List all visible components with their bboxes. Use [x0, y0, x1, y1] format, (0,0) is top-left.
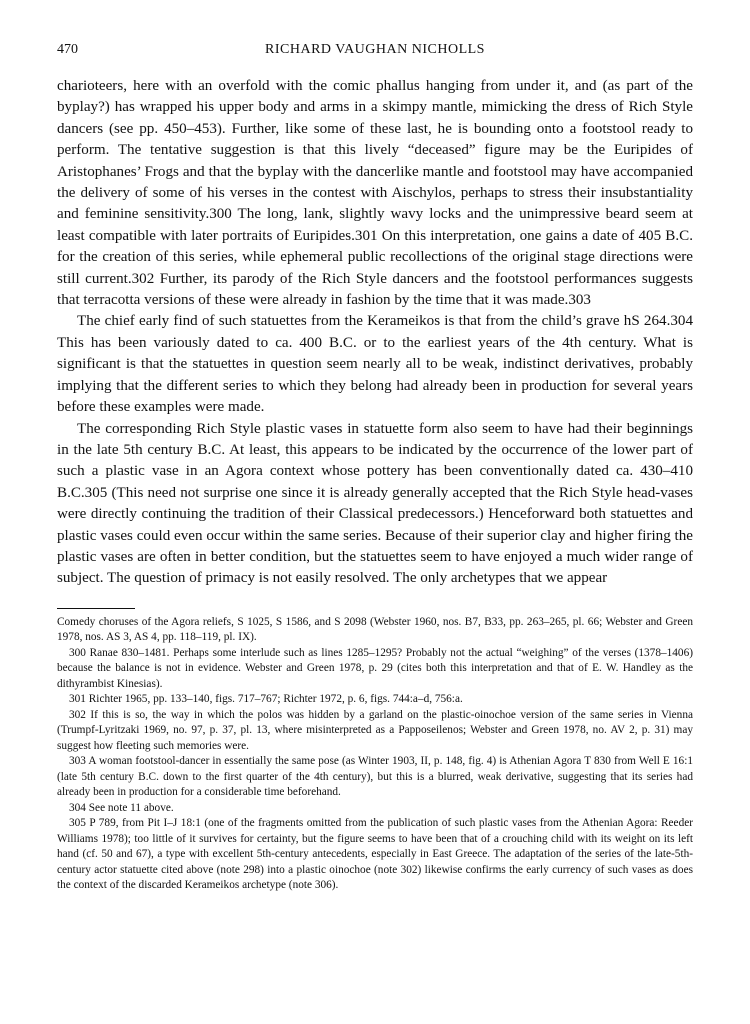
footnote-302: 302 If this is so, the way in which the polos was hidden by a garland on the plastic-oinochoe version of the same series in Vienna (Trumpf-Lyritzaki 1969, no. 97, p. 37, pl. 13, where misinterpreted as a Papposeilenos; Webster and Green 1978, no. AV 2, p. 31) may suggest how fleeting such memories were.	[57, 708, 693, 752]
footnote-continuation: Comedy choruses of the Agora reliefs, S 1025, S 1586, and S 2098 (Webster 1960, nos. B7, B33, pp. 263–265, pl. 66; Webster and Green 1978, nos. AS 3, AS 4, pp. 118–119, pl. IX).	[57, 615, 693, 644]
paragraph: The chief early find of such statuettes from the Kerameikos is that from the child’s grave hS 264.304 This has been variously dated to ca. 400 B.C. or to the earliest years of the 4th century. What is significant is that the statuettes in question seem nearly all to be weak, indistinct derivatives, probably implying that the different series to which they belong had already been in production for several years before these examples were made.	[57, 313, 693, 416]
footnotes	[57, 615, 693, 894]
footnote-300: 300 Ranae 830–1481. Perhaps some interlude such as lines 1285–1295? Probably not the actual “weighing” of the verses (1378–1406) because the balance is not in evidence. Webster and Green 1978, p. 29 (cites both this interpretation and that of E. W. Handley as the dithyrambist Kinesias).	[57, 646, 693, 690]
footnote-rule	[57, 608, 135, 609]
paragraph: charioteers, here with an overfold with the comic phallus hanging from under it, and (as part of the byplay?) has wrapped his upper body and arms in a skimpy mantle, mimicking the dress of Rich Style dancers (see pp. 450–453). Further, like some of these last, he is bounding onto a footstool ready to perform. The tentative suggestion is that this lively “deceased” figure may be the Euripides of Aristophanes’ Frogs and that the byplay with the dancerlike mantle and footstool may have accompanied the delivery of some of his verses in the contest with Aischylos, perhaps to stress their insubstantiality and feminine sensitivity.300 The long, lank, slightly wavy locks and the unimpressive beard seem at least compatible with later portraits of Euripides.301 On this interpretation, one gains a date of 405 B.C. for the creation of this series, while ephemeral public recollections of the original stage directions were still current.302 Further, its parody of the Rich Style dancers and the footstool performances suggests that terracotta versions of these were already in fashion by the time that it was made.303	[57, 78, 693, 309]
page-header	[57, 42, 693, 64]
footnote-304: 304 See note 11 above.	[69, 801, 174, 814]
main-text	[57, 76, 693, 590]
footnote-305: 305 P 789, from Pit I–J 18:1 (one of the fragments omitted from the publication of such plastic vases from the Athenian Agora: Reeder Williams 1978); too little of it survives for certainty, but the figure seems to have been that of a crouching child with its weight on its left hand (cf. 50 and 67), a type with excellent 5th-century antecedents, especially in East Greece. The adaptation of the series of the late-5th-century actor statuette cited above (note 298) into a plastic oinochoe (note 302) likewise confirms the early currency of such vases as does the context of the discarded Kerameikos archetype (note 306).	[57, 817, 693, 892]
running-head: RICHARD VAUGHAN NICHOLLS	[265, 42, 485, 57]
page	[57, 42, 693, 894]
page-number: 470	[57, 42, 78, 57]
footnote-303: 303 A woman footstool-dancer in essentially the same pose (as Winter 1903, II, p. 148, fig. 4) is Athenian Agora T 830 from Well E 16:1 (late 5th century B.C. down to the first quarter of the 4th century), but this is a blurred, weak derivative, suggesting that its series had already been in production for a considerable time beforehand.	[57, 755, 693, 799]
footnote-301: 301 Richter 1965, pp. 133–140, figs. 717–767; Richter 1972, p. 6, figs. 744:a–d, 756:a.	[69, 693, 463, 706]
paragraph: The corresponding Rich Style plastic vases in statuette form also seem to have had their beginnings in the late 5th century B.C. At least, this appears to be indicated by the occurrence of the lower part of such a plastic vase in an Agora context whose pottery has been conventionally dated ca. 430–410 B.C.305 (This need not surprise one since it is already generally accepted that the Rich Style head-vases were directly continuing the tradition of their Classical predecessors.) Henceforward both statuettes and plastic vases could even occur within the same series. Because of their superior clay and higher firing the plastic vases are often in better condition, but the statuettes seem to have enjoyed a much wider range of subject. The question of primacy is not easily resolved. The only archetypes that we appear	[57, 420, 693, 587]
